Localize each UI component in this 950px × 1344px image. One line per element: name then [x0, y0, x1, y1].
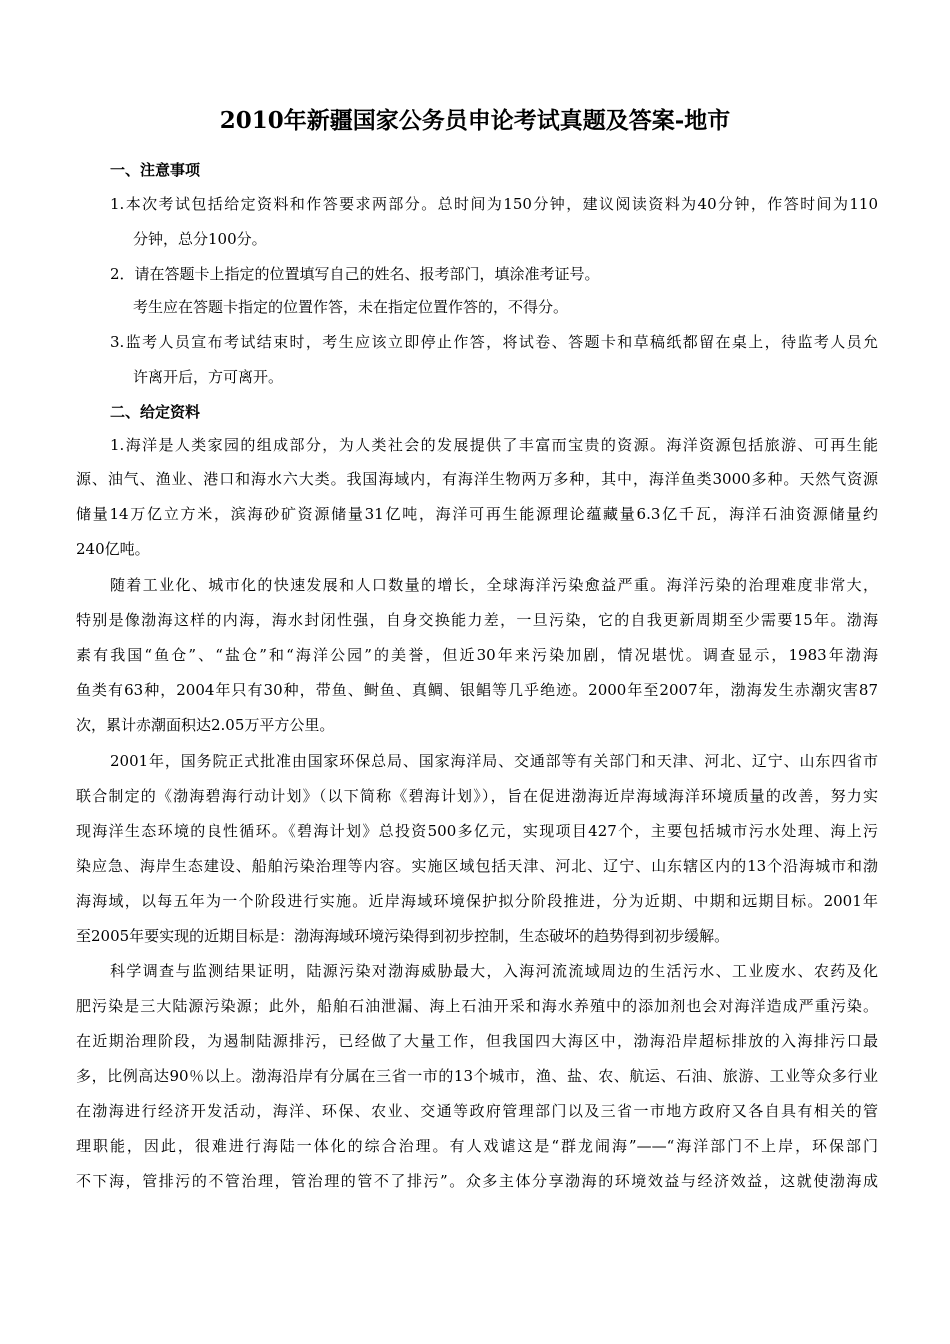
paragraph-3-line-4: 染应急、海岸生态建设、船舶污染治理等内容。实施区域包括天津、河北、辽宁、山东辖区内的13个沿海城市和渤	[76, 857, 878, 875]
paragraph-4-line-7: 不下海，管排污的不管治理，管治理的管不了排污”。众多主体分享渤海的环境效益与经济效益，这就使渤海成	[76, 1172, 878, 1190]
paragraph-4-line-6: 理职能，因此，很难进行海陆一体化的综合治理。有人戏谑这是“群龙闹海”——“海洋部门不上岸，环保部门	[76, 1137, 878, 1155]
notes-item-1-line-1: 1.本次考试包括给定资料和作答要求两部分。总时间为150分钟，建议阅读资料为40分钟，作答时间为110	[110, 195, 878, 213]
paragraph-3-line-2: 联合制定的《渤海碧海行动计划》（以下简称《碧海计划》），旨在促进渤海近岸海域海洋环境质量的改善，努力实	[76, 787, 878, 805]
paragraph-1-line-3: 储量14万亿立方米，滨海砂矿资源储量31亿吨，海洋可再生能源理论蕴藏量6.3亿千瓦，海洋石油资源储量约	[76, 505, 878, 523]
notes-item-3-line-1: 3.监考人员宣布考试结束时，考生应该立即停止作答，将试卷、答题卡和草稿纸都留在桌上，待监考人员允	[110, 333, 878, 351]
paragraph-2-line-1: 随着工业化、城市化的快速发展和人口数量的增长，全球海洋污染愈益严重。海洋污染的治理难度非常大，	[110, 576, 878, 594]
document-title: 2010年新疆国家公务员申论考试真题及答案-地市	[219, 107, 731, 134]
paragraph-2-line-2: 特别是像渤海这样的内海，海水封闭性强，自身交换能力差，一旦污染，它的自我更新周期至少需要15年。渤海	[76, 611, 878, 629]
paragraph-2-line-3: 素有我国“鱼仓”、“盐仓”和“海洋公园”的美誉，但近30年来污染加剧，情况堪忧。调查显示，1983年渤海	[76, 646, 878, 664]
paragraph-4-line-2: 肥污染是三大陆源污染源；此外，船舶石油泄漏、海上石油开采和海水养殖中的添加剂也会对海洋造成严重污染。	[76, 997, 878, 1015]
paragraph-3-line-1: 2001年，国务院正式批准由国家环保总局、国家海洋局、交通部等有关部门和天津、河北、辽宁、山东四省市	[110, 752, 878, 770]
section-heading-notes: 一、注意事项	[110, 161, 201, 179]
notes-item-2-line-1: 2．请在答题卡上指定的位置填写自己的姓名、报考部门，填涂准考证号。	[110, 265, 600, 283]
paragraph-4-line-1: 科学调查与监测结果证明，陆源污染对渤海威胁最大，入海河流流域周边的生活污水、工业废水、农药及化	[110, 962, 878, 980]
paragraph-4-line-4: 多，比例高达90％以上。渤海沿岸有分属在三省一市的13个城市，渔、盐、农、航运、石油、旅游、工业等众多行业	[76, 1067, 878, 1085]
notes-item-1-line-2: 分钟，总分100分。	[133, 230, 267, 248]
paragraph-1-line-2: 源、油气、渔业、港口和海水六大类。我国海域内，有海洋生物两万多种，其中，海洋鱼类3000多种。天然气资源	[76, 470, 878, 488]
paragraph-4-line-3: 在近期治理阶段，为遏制陆源排污，已经做了大量工作，但我国四大海区中，渤海沿岸超标排放的入海排污口最	[76, 1032, 878, 1050]
notes-item-3-line-2: 许离开后，方可离开。	[133, 368, 284, 386]
paragraph-3-line-3: 现海洋生态环境的良性循环。《碧海计划》总投资500多亿元，实现项目427个，主要包括城市污水处理、海上污	[76, 822, 878, 840]
notes-item-2-line-2: 考生应在答题卡指定的位置作答，未在指定位置作答的，不得分。	[133, 298, 569, 316]
paragraph-4-line-5: 在渤海进行经济开发活动，海洋、环保、农业、交通等政府管理部门以及三省一市地方政府又各自具有相关的管	[76, 1102, 878, 1120]
paragraph-2-line-4: 鱼类有63种，2004年只有30种，带鱼、鲥鱼、真鲷、银鲳等几乎绝迹。2000年至2007年，渤海发生赤潮灾害87	[76, 681, 878, 699]
paragraph-1-line-1: 1.海洋是人类家园的组成部分，为人类社会的发展提供了丰富而宝贵的资源。海洋资源包括旅游、可再生能	[110, 436, 878, 454]
paragraph-2-line-5: 次，累计赤潮面积达2.05万平方公里。	[76, 716, 335, 734]
paragraph-3-line-6: 至2005年要实现的近期目标是：渤海海域环境污染得到初步控制，生态破坏的趋势得到初步缓解。	[76, 927, 730, 945]
paragraph-3-line-5: 海海域，以每五年为一个阶段进行实施。近岸海域环境保护拟分阶段推进，分为近期、中期和远期目标。2001年	[76, 892, 878, 910]
paragraph-1-line-4: 240亿吨。	[76, 540, 150, 558]
section-heading-materials: 二、给定资料	[110, 403, 201, 421]
